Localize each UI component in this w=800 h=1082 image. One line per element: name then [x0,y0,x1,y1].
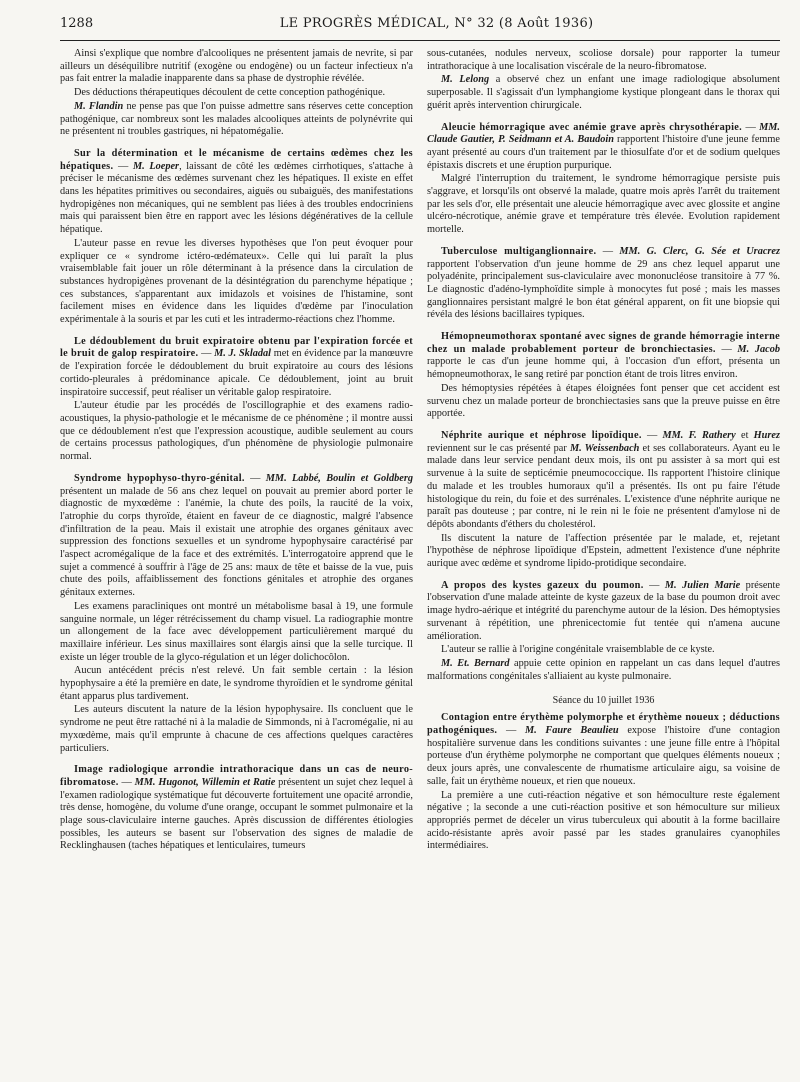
paragraph-text: reviennent sur le cas présenté par [427,442,570,454]
article-paragraph: Tuberculose multiganglionnaire. — MM. G. Clerc, G. Sée et Uracrez rapportent l'observation d'un jeune homme de 29 ans chez lequel apparut une polyadénite, principalement sus-claviculaire avec mononucléose transitoire à 77 %. Le diagnostic d'adéno-lymphoïdite simple à monocytes fut posé ; mais les masses ganglionnaires persistant malgré le bon état général apparent, on fit une biopsie qui révéla des lésions bacillaires typiques. [427,245,780,321]
author-name: Hurez [753,429,780,441]
article-title: Contagion entre érythème polymorphe et érythème noueux ; déductions pathogéniques. [427,712,780,737]
paragraph [427,658,780,683]
paragraph-text: présentent un malade de 56 ans chez lequel on pouvait au premier abord porter le diagnostic de myxœdème : l'anémie, la chute des poils, la raucité de la voix, l'atrophie du corps thyroïde, étaient en faveur de ce diagnostic, malgré l'absence d'infiltration de la peau. Mais il existait une atrophie des organes génitaux avec suppression des fonctions sexuelles et un syndrome hypophysaire caractérisé par l'aspect acromégalique de la face et des extrémités. L'interrogatoire apprend que le sujet a commencé à souffrir à l'âge de 25 ans: maux de tête et baisse de la vue, puis chute des poils, affaiblissement des fonctions génitales et atrophie des organes génitaux externes. [60,485,413,599]
right-column [427,48,780,1068]
paragraph-text: appuie cette opinion en rappelant un cas dans lequel d'autres malformations congénitales s'alliaient au kyste pulmonaire. [427,657,780,682]
author-name: M. Julien Marie [664,579,741,591]
author-name: M. Et. Bernard [441,657,510,669]
article-paragraph: Hémopneumothorax spontané avec signes de grande hémorragie interne chez un malade probablement porteur de bronchiectasies. — M. Jacob rapporte le cas d'un jeune homme qui, à l'occasion d'un effort, présenta un hémopneumothorax, le sang retiré par ponction étant de trois litres environ. [427,331,780,381]
paragraph-text: rapporte le cas d'un jeune homme qui, à l'occasion d'un effort, présenta un hémopneumothorax, le sang retiré par ponction étant de trois litres environ. [427,356,780,381]
paragraph-text: présente l'observation d'une malade atteinte de kyste gazeux de la base du poumon droit avec image hydro-aérique et intégrité du parenchyme autour de la lésion. Des hémoptysies survenant à répétition, une phrenicectomie fut tentée qui n'amena aucune amélioration. [427,579,780,642]
paragraph: Des déductions thérapeutiques découlent de cette conception pathogénique. [74,87,386,99]
article-title: Aleucie hémorragique avec anémie grave après chrysothérapie. [441,121,743,133]
article-paragraph: Syndrome hypophyso-thyro-génital. — MM. Labbé, Boulin et Goldberg présentent un malade de 56 ans chez lequel on pouvait au premier abord porter le diagnostic de myxœdème : l'anémie, la chute des poils, la raucité de la voix, l'atrophie du corps thyroïde, étaient en faveur de ce diagnostic, malgré l'absence d'infiltration de la peau. Mais il existait une atrophie des organes génitaux avec suppression des fonctions sexuelles et un syndrome hypophysaire caractérisé par l'aspect acromégalique de la face et des extrémités. L'interrogatoire apprend que le sujet a commencé à souffrir à l'âge de 25 ans: maux de tête et baisse de la vue, puis chute des poils, affaiblissement des fonctions génitales et atrophie des organes génitaux externes. [60,472,413,599]
author-name: MM. Labbé, Boulin et Goldberg [265,472,413,484]
paragraph: L'auteur se rallie à l'origine congénitale vraisemblable de ce kyste. [441,644,715,656]
paragraph: La première a une cuti-réaction négative et son hémoculture reste également négative ; la seconde a une cuti-réaction positive et son hémoculture sur milieux appropriés permet de déceler un virus tuberculeux qui aboutit à la forme bacillaire acido-résistante après avoir passé par les stades granulaires cyanophiles intermédiaires. [427,789,780,852]
paragraph: Des hémoptysies répétées à étapes éloignées font penser que cet accident est survenu chez un malade porteur de bronchiectasies sans que la preuve puisse en être apportée. [427,382,780,420]
running-title: LE PROGRÈS MÉDICAL, N° 32 (8 Août 1936) [279,16,594,31]
author-name: M. Jacob [737,343,780,355]
paragraph-text: rapportent l'histoire d'une jeune femme ayant présenté au cours d'un traitement par le thiosulfate d'or et de sodium quelques épistaxis discrets et une éruption purpurique. [427,134,780,171]
author-name: M. J. Skladal [214,348,272,360]
paragraph-text: met en évidence par la manœuvre de l'expiration forcée le dédoublement du bruit expiratoire au cours des lésions cortido-pleurales à prédominance apicale. Ce dédoublement, joint au bruit inspiratoire successif, peut réaliser un véritable galop respiratoire. [60,348,413,398]
article-title: Le dédoublement du bruit expiratoire obtenu par l'expiration forcée et le bruit de galop respiratoire. [60,335,413,360]
article-title: Hémopneumothorax spontané avec signes de grande hémorragie interne chez un malade probablement porteur de bronchiectasies. [427,331,780,355]
paragraph: sous-cutanées, nodules nerveux, scoliose dorsale) pour rapporter la tumeur intrathoracique à une localisation viscérale de la neuro-fibromatose. [427,48,780,72]
article-paragraph: Aleucie hémorragique avec anémie grave après chrysothérapie. — MM. Claude Gautier, P. Seidmann et A. Baudoin rapportent l'histoire d'une jeune femme ayant présenté au cours d'un traitement par le thiosulfate d'or et de sodium quelques épistaxis discrets et une éruption purpurique. [427,121,780,171]
article-title: Sur la détermination et le mécanisme de certains œdèmes chez les hépatiques. [60,147,413,172]
author-name: M. Faure Beaulieu [524,725,619,737]
paragraph: Ils discutent la nature de l'affection présentée par le malade, et, rejetant l'hypothèse de néphrose lipoïdique d'Epstein, admettent l'existence d'une néphrite aurique avec œdème et syndrome lipido-protidique secondaire. [427,532,780,570]
paragraph-text: et [735,429,754,441]
left-column [60,48,413,1068]
author-name: MM. F. Rathery [662,429,736,441]
article-paragraph: Contagion entre érythème polymorphe et érythème noueux ; déductions pathogéniques. — M. Faure Beaulieu expose l'histoire d'une contagion hospitalière survenue dans les conditions suivantes : une jeune fille entre à l'hôpital porteuse d'un érythème polymorphe ne comportant que quelques éléments noueux ; deux jours après, une convalescente de rhumatisme articulaire aigu, sa voisine de salle, fait un érythème noueux, et rien que noueux. [427,712,780,787]
author-name: MM. Claude Gautier, P. Seidmann et A. Baudoin [427,121,780,146]
session-heading: Séance du 10 juillet 1936 [552,695,655,707]
paragraph: Les auteurs discutent la nature de la lésion hypophysaire. Ils concluent que le syndrome ne peut être rattaché ni à la maladie de Simmonds, ni à l'acromégalie, ni au myxœdème, mais qu'il emprunte à chacune de ces affections quelques caractères particuliers. [60,704,413,754]
running-header [60,16,780,41]
paragraph-text: présentent un sujet chez lequel à l'examen radiologique systématique fut découverte fortuitement une opacité arrondie, très dense, homogène, du volume d'une orange, occupant le sommet pulmonaire et la plage sous-claviculaire interne gauches. Après discussion de différentes étiologies possibles, les auteurs se basent sur l'observation des signes de maladie de Recklinghausen (taches hépatiques et lenticulaires, tumeurs [60,776,413,852]
author-name: M. Flandin [74,100,124,112]
paragraph [60,101,413,139]
paragraph-text: expose l'histoire d'une contagion hospitalière survenue dans les conditions suivantes : une jeune fille entre à l'hôpital porteuse d'un érythème polymorphe ne comportant que quelques éléments noueux ; deux jours après, une convalescente de rhumatisme articulaire aigu, sa voisine de salle, fait un érythème noueux, et rien que noueux. [427,725,780,787]
article-title: A propos des kystes gazeux du poumon. [441,579,644,591]
article-paragraph: A propos des kystes gazeux du poumon. — M. Julien Marie présente l'observation d'une malade atteinte de kyste gazeux de la base du poumon droit avec image hydro-aérique et intégrité du parenchyme autour de la lésion. Des hémoptysies survenant à répétition, une phrenicectomie fut tentée qui n'amena aucune amélioration. [427,579,780,642]
article-title: Image radiologique arrondie intrathoracique dans un cas de neuro-fibromatose. [60,764,413,788]
paragraph: Malgré l'interruption du traitement, le syndrome hémorragique persiste puis s'aggrave, et lorsqu'ils ont observé la malade, quatre mois après l'arrêt du traitement par les sels d'or, elle présentait une aleucie hémorragique avec avec glossite et angine ulcéro-nécrotique, anémie grave et température très élevée. Evolution rapidement mortelle. [427,173,780,236]
paragraph-text: rapportent l'observation d'un jeune homme de 29 ans chez lequel apparut une polyadénite, principalement sus-claviculaire avec mononucléose transitoire à 77 %. Le diagnostic d'adéno-lymphoïdite simple à monocytes fut posé ; mais les masses ganglionnaires persistant malgré le bon état général apparent, on fit une biopsie qui révéla des lésions bacillaires typiques. [427,258,780,321]
article-title: Tuberculose multiganglionnaire. [441,245,597,257]
article-title: Syndrome hypophyso-thyro-génital. [74,472,245,484]
author-name: M. Lelong [441,74,490,86]
paragraph: L'auteur passe en revue les diverses hypothèses que l'on peut évoquer pour expliquer ce « syndrome ictéro-œdémateux». Celle qui lui paraît la plus vraisemblable fait jouer un rôle déterminant à la présence dans la circulation de substances hydropigènes provenant de la désintégration du parenchyme hépatique ; ces substances, s'apparentant aux imidazols et voisines de l'histamine, sont facilement mises en évidence dans les liquides d'œdème par l'inoculation expérimentale à la souris et par les cuti et les intradermo-réactions chez l'homme. [60,237,413,326]
page-number: 1288 [60,16,94,31]
paragraph: L'auteur étudie par les procédés de l'oscillographie et des examens radio-acoustiques, la physio-pathologie et le mécanisme de ce phénomène ; il montre aussi que ce dédoublement n'est que l'expression acoustique, audible seulement au cours de certains processus pathologiques, d'un phénomène de physiologie pulmonaire normal. [60,400,413,463]
article-paragraph: Néphrite aurique et néphrose lipoïdique. — MM. F. Rathery et Hurez reviennent sur le cas présenté par M. Weissenbach et ses collaborateurs. Ayant eu le malade dans leur service pendant deux mois, ils ont pu assister à sa mort qui est survenue à la suite de septicémie pneumococcique. Ils rapportent l'histoire clinique du malade et les troubles humoraux qu'il a présentés. Ils ont pu faire l'étude histologique du rein, du foie et des surrénales. L'existence d'une néphrite aurique ne paraît pas douteuse ; par contre, ni le rein ni le foie ne présentent d'amylose ni de dépôts abondants d'éthers du cholestérol. [427,429,780,530]
author-name: M. Loeper [132,160,180,172]
paragraph: Les examens paracliniques ont montré un métabolisme basal à 19, une formule sanguine normale, un léger rétrécissement du champ visuel. La radiographie montre un allongement de la face avec développement particulièrement marqué du maxillaire inférieur. Les sinus maxillaires sont élargis ainsi que la selle turcique. Il existe un léger trouble de la glyco-régulation et un léger dolichocôlon. [60,600,413,663]
paragraph: Ainsi s'explique que nombre d'alcooliques ne présentent jamais de nevrite, si par ailleurs un déséquilibre nutritif (exogène ou endogène) ou un facteur infectieux n'a pas fait entrer la maladie inapparente dans sa phase de dystrophie révélée. [60,48,413,85]
author-name: MM. Hugonot, Willemin et Ratie [134,776,276,788]
article-paragraph: Sur la détermination et le mécanisme de certains œdèmes chez les hépatiques. — M. Loeper, laissant de côté les œdèmes cirrhotiques, s'attache à préciser le mécanisme des œdèmes survenant chez les hépatiques. Il existe en effet dans les hépatites primitives ou secondaires, aiguës ou subaiguës, des manifestations hydropigènes non mécaniques, qui ne semblent pas liées à des troubles endocriniens mais qui paraissent bien être en rapport avec les lésions dégénératives de la cellule hépatique. [60,147,413,236]
article-paragraph: Le dédoublement du bruit expiratoire obtenu par l'expiration forcée et le bruit de galop respiratoire. — M. J. Skladal met en évidence par la manœuvre de l'expiration forcée le dédoublement du bruit expiratoire au cours des lésions cortido-pleurales à prédominance apicale. Ce dédoublement, joint au bruit inspiratoire successif, peut réaliser un véritable galop respiratoire. [60,335,413,398]
paragraph: Aucun antécédent précis n'est relevé. Un fait semble certain : la lésion hypophysaire a été la première en date, le syndrome thyroïdien et le syndrome génital étant apparus plus tardivement. [60,665,413,702]
author-name: MM. G. Clerc, G. Sée et Uracrez [619,245,780,257]
paragraph-text: a observé chez un enfant une image radiologique absolument superposable. Il s'agissait d'un lymphangiome kystique plongeant dans le thorax qui guérit après intervention chirurgicale. [427,74,780,111]
article-title: Néphrite aurique et néphrose lipoïdique. [441,429,642,441]
paragraph-text: et ses collaborateurs. Ayant eu le malade dans leur service pendant deux mois, ils ont pu assister à sa mort qui est survenue à la suite de septicémie pneumococcique. Ils rapportent l'histoire clinique du malade et les troubles humoraux qu'il a présentés. Ils ont pu faire l'étude histologique du rein, du foie et des surrénales. L'existence d'une néphrite aurique ne paraît pas douteuse ; par contre, ni le rein ni le foie ne présentent d'amylose ni de dépôts abondants d'éthers du cholestérol. [427,442,780,530]
author-name: M. Weissenbach [569,442,640,454]
paragraph-text: , laissant de côté les œdèmes cirrhotiques, s'attache à préciser le mécanisme des œdèmes survenant chez les hépatiques. Il existe en effet dans les hépatites primitives ou secondaires, aiguës ou subaiguës, des manifestations hydropigènes non mécaniques, qui ne semblent pas liées à des troubles endocriniens mais qui paraissent bien être en rapport avec les lésions dégénératives de la cellule hépatique. [60,160,413,236]
paragraph [427,74,780,112]
article-paragraph: Image radiologique arrondie intrathoracique dans un cas de neuro-fibromatose. — MM. Hugonot, Willemin et Ratie présentent un sujet chez lequel à l'examen radiologique systématique fut découverte fortuitement une opacité arrondie, très dense, homogène, du volume d'une orange, occupant le sommet pulmonaire et la plage sous-claviculaire interne gauches. Après discussion de différentes étiologies possibles, les auteurs se basent sur l'observation des signes de maladie de Recklinghausen (taches hépatiques et lenticulaires, tumeurs [60,764,413,852]
text-columns [60,48,780,1068]
paragraph-text: ne pense pas que l'on puisse admettre sans réserves cette conception pathogénique, car nombreux sont les malades alcooliques atteints de polynévrite qui ne présentent ni troubles gastriques, ni hépatomégalie. [60,100,413,138]
